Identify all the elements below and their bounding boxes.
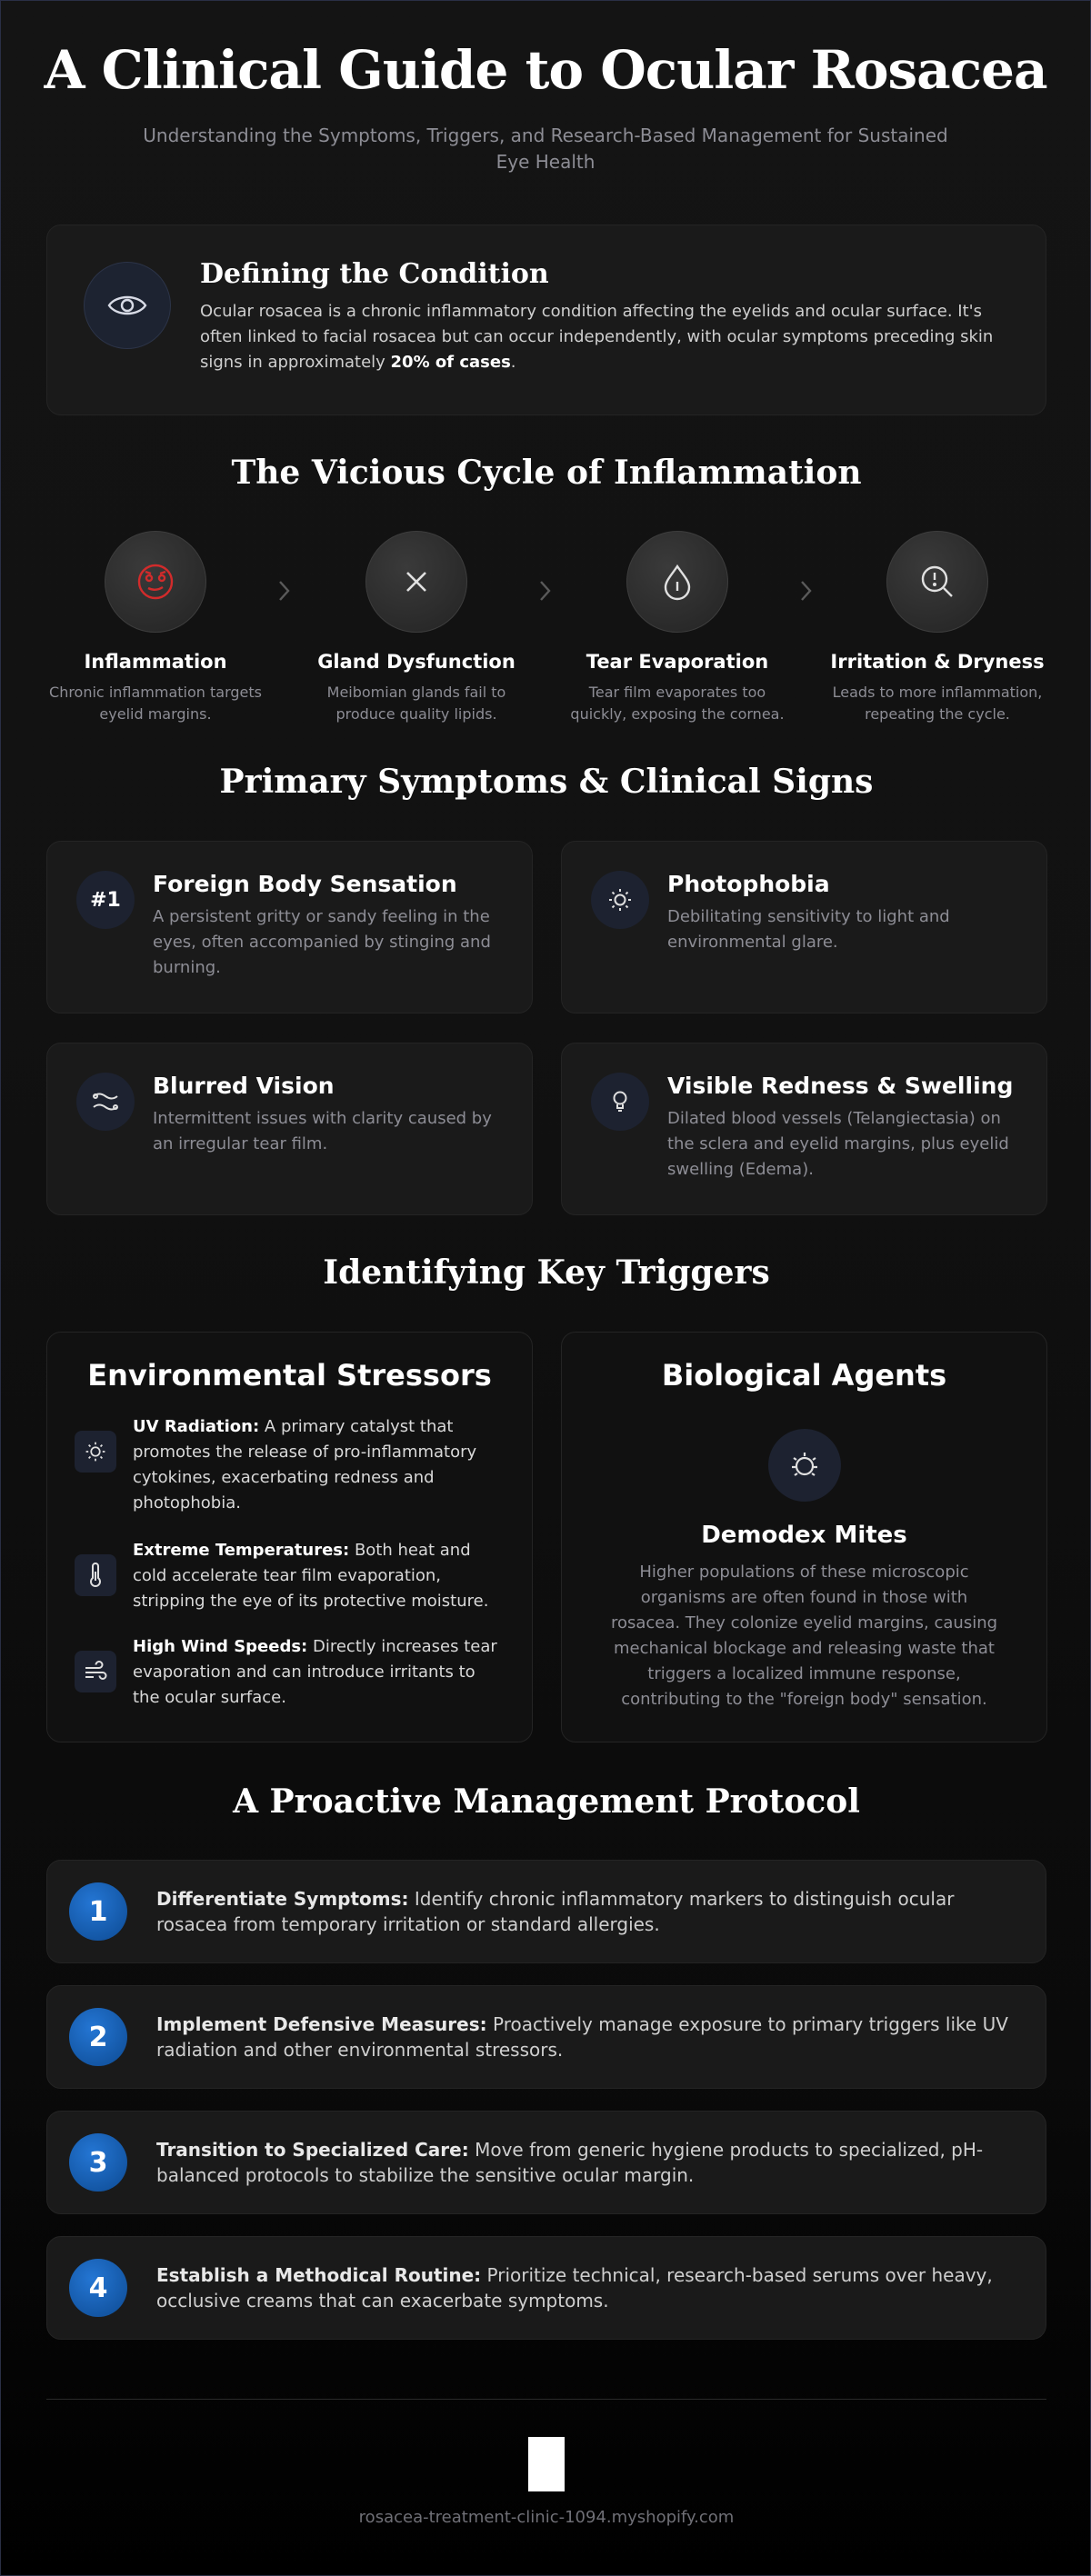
demodex-desc: Higher populations of these microscopic organisms are often found in those with rosacea. They colonize eyelid margins, causing mechanical blockage and releasing waste that triggers a localized immune response, contributing to the "foreign body" sensation. [610,1563,998,1709]
chevron-right-icon [797,573,816,609]
step-number-badge: 1 [69,1882,127,1941]
cycle-step-desc: Tear film evaporates too quickly, exposing the cornea. [570,684,785,723]
demodex-title: Demodex Mites [701,1522,907,1549]
cycle-step-gland [307,531,525,725]
symptom-desc: Dilated blood vessels (Telangiectasia) on the sclera and eyelid margins, plus eyelid swelling (Edema). [667,1109,1009,1179]
footer-url[interactable]: rosacea-treatment-clinic-1094.myshopify.com [358,2508,735,2527]
cycle-step-tear [568,531,786,725]
page-header [1,1,1090,175]
triggers-title: Identifying Key Triggers [323,1253,770,1292]
symptom-card-foreign-body [46,841,533,1013]
symptom-title: Visible Redness & Swelling [667,1073,1014,1099]
cycle-step-name: Irritation & Dryness [830,651,1045,673]
cycle-step-desc: Chronic inflammation targets eyelid margins. [49,684,262,723]
page-subtitle: Understanding the Symptoms, Triggers, and Research-Based Management for Sustained Eye Health [143,125,948,173]
waves-icon [76,1073,135,1131]
protocol-step-2 [46,1985,1046,2089]
environmental-title: Environmental Stressors [87,1358,492,1393]
symptom-title: Blurred Vision [153,1073,335,1099]
symptom-title: Photophobia [667,871,830,897]
chevron-right-icon [536,573,555,609]
search-alert-icon [886,531,988,633]
protocol-step-text: Differentiate Symptoms: Identify chronic inflammatory markers to distinguish ocular rosacea from temporary irritation or standard allergies. [156,1888,955,1935]
protocol-step-text: Transition to Specialized Care: Move from generic hygiene products to specialized, pH-balanced protocols to stabilize the sensitive ocular margin. [156,2139,984,2186]
cycle-step-name: Gland Dysfunction [317,651,515,673]
thermometer-icon [75,1554,116,1596]
symptom-card-blurred-vision [46,1043,533,1215]
cycle-step-name: Inflammation [84,651,227,673]
protocol-title: A Proactive Management Protocol [233,1782,860,1821]
symptoms-title: Primary Symptoms & Clinical Signs [219,763,874,801]
eye-icon [84,262,171,349]
protocol-step-1 [46,1860,1046,1963]
trigger-text: UV Radiation: A primary catalyst that promotes the release of pro-inflammatory cytokines, exacerbating redness and photophobia. [133,1417,477,1513]
symptom-desc: Intermittent issues with clarity caused by an irregular tear film. [153,1109,492,1153]
definition-stat: 20% of cases [390,353,511,372]
cycle-step-desc: Leads to more inflammation, repeating the cycle. [832,684,1043,723]
protocol-step-text: Establish a Methodical Routine: Prioritize technical, research-based serums over heavy, occlusive creams that can exacerbate symptoms. [156,2264,993,2311]
cycle-title: The Vicious Cycle of Inflammation [231,454,862,492]
wind-icon [75,1651,116,1692]
environmental-stressors-card [46,1332,533,1742]
step-number-badge: 4 [69,2259,127,2317]
trigger-text: High Wind Speeds: Directly increases tear evaporation and can introduce irritants to the ocular surface. [133,1637,497,1707]
trigger-temperature [75,1538,502,1614]
inflammation-cycle [46,531,1046,731]
symptom-card-photophobia [561,841,1047,1013]
irritated-face-icon [105,531,206,633]
step-number-badge: 3 [69,2133,127,2192]
cycle-step-inflammation [46,531,265,725]
trigger-text: Extreme Temperatures: Both heat and cold accelerate tear film evaporation, stripping the eye of its protective moisture. [133,1541,489,1611]
x-icon [365,531,467,633]
protocol-step-3 [46,2111,1046,2214]
sun-icon [591,871,649,929]
biological-agents-card [561,1332,1047,1742]
sun-icon [75,1431,116,1473]
symptom-card-redness [561,1043,1047,1215]
symptom-desc: Debilitating sensitivity to light and environmental glare. [667,907,950,952]
trigger-uv [75,1414,502,1516]
footer-divider [46,2399,1046,2400]
rank-badge: #1 [76,871,135,929]
symptom-title: Foreign Body Sensation [153,871,457,897]
chevron-right-icon [275,573,294,609]
bulb-icon [591,1073,649,1131]
cycle-step-desc: Meibomian glands fail to produce quality lipids. [326,684,506,723]
drop-icon [626,531,728,633]
biological-title: Biological Agents [661,1358,947,1393]
page-title: A Clinical Guide to Ocular Rosacea [44,39,1047,101]
definition-title: Defining the Condition [200,258,549,290]
step-number-badge: 2 [69,2008,127,2066]
protocol-step-4 [46,2236,1046,2340]
definition-body: Ocular rosacea is a chronic inflammatory condition affecting the eyelids and ocular surface. It's often linked to facial rosacea but can occur independently, with ocular symptoms preceding skin signs in approximately 20% of cases. [200,302,994,372]
definition-card [46,225,1046,415]
trigger-wind [75,1634,502,1711]
protocol-step-text: Implement Defensive Measures: Proactively manage exposure to primary triggers like UV radiation and other environmental stressors. [156,2013,1008,2061]
cycle-step-name: Tear Evaporation [586,651,769,673]
cycle-step-irritation [828,531,1046,725]
symptom-desc: A persistent gritty or sandy feeling in the eyes, often accompanied by stinging and burning. [153,907,491,977]
bug-icon [768,1429,841,1502]
footer-logo [528,2437,565,2491]
